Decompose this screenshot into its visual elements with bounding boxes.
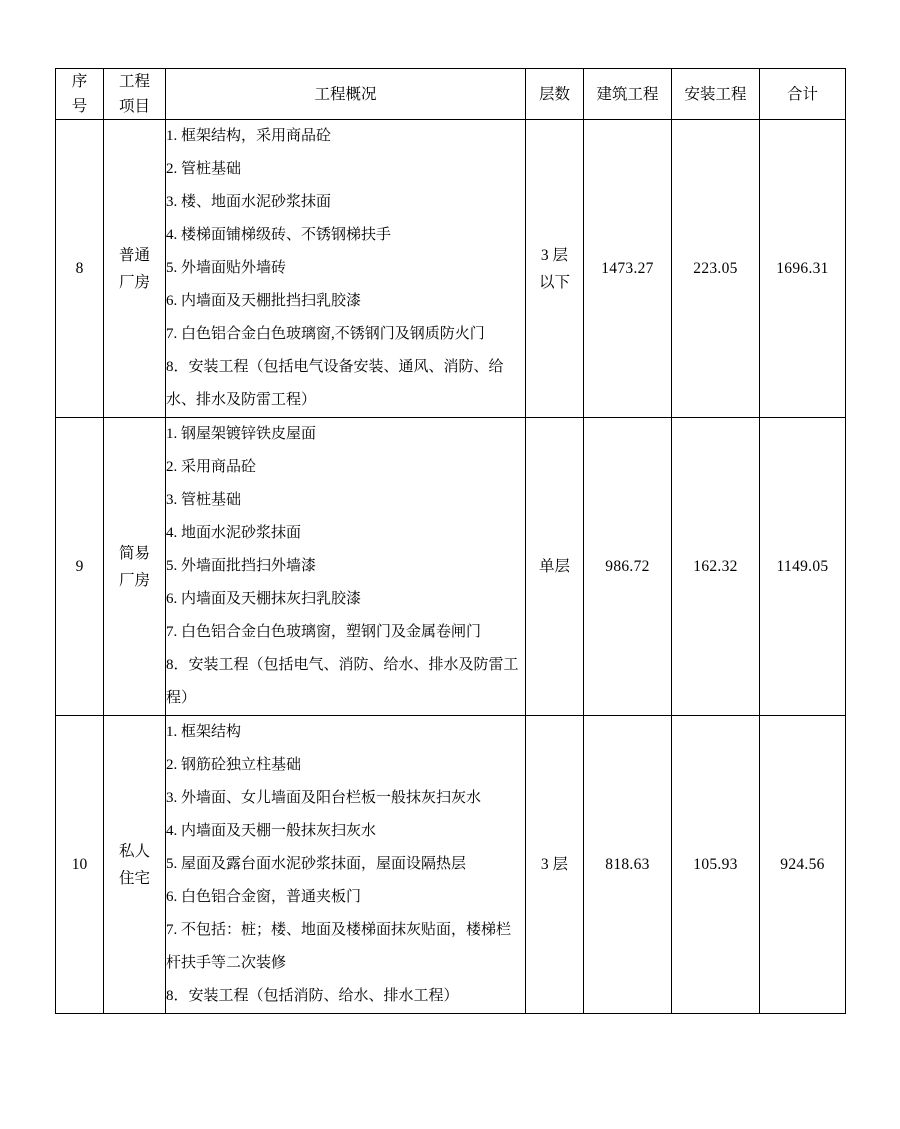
row-project-line1: 私人 xyxy=(118,842,150,860)
header-total: 合计 xyxy=(760,69,846,120)
overview-item: 6. 白色铝合金窗，普通夹板门 xyxy=(166,889,362,905)
row-total-cost: 924.56 xyxy=(760,716,846,1014)
table-row xyxy=(56,716,846,1014)
overview-item: 1. 钢屋架镀锌铁皮屋面 xyxy=(166,426,317,442)
row-overview xyxy=(166,716,526,1014)
overview-item: 7. 白色铝合金白色玻璃窗，塑钢门及金属卷闸门 xyxy=(166,624,482,640)
overview-item: 5. 屋面及露台面水泥砂浆抹面，屋面设隔热层 xyxy=(166,856,467,872)
header-project xyxy=(104,69,166,120)
header-seq xyxy=(56,69,104,120)
row-overview xyxy=(166,418,526,716)
row-total-cost: 1696.31 xyxy=(760,120,846,418)
engineering-cost-table xyxy=(55,68,846,1014)
row-seq: 8 xyxy=(56,120,104,418)
overview-item: 8．安装工程（包括电气设备安装、通风、消防、给水、排水及防雷工程） xyxy=(166,359,504,408)
overview-item: 3. 楼、地面水泥砂浆抹面 xyxy=(166,194,332,210)
row-project-line2: 厂房 xyxy=(118,273,150,291)
overview-item: 4. 内墙面及天棚一般抹灰扫灰水 xyxy=(166,823,377,839)
overview-item: 1. 框架结构 xyxy=(166,724,242,740)
overview-item: 6. 内墙面及天棚抹灰扫乳胶漆 xyxy=(166,591,362,607)
row-floors-line2: 以下 xyxy=(538,273,570,291)
row-floors-line1: 单层 xyxy=(538,558,570,575)
row-floors xyxy=(526,716,584,1014)
overview-item: 1. 框架结构，采用商品砼 xyxy=(166,128,332,144)
overview-item: 4. 地面水泥砂浆抹面 xyxy=(166,525,302,541)
header-overview: 工程概况 xyxy=(166,69,526,120)
overview-item: 3. 外墙面、女儿墙面及阳台栏板一般抹灰扫灰水 xyxy=(166,790,482,806)
row-installation-cost: 162.32 xyxy=(672,418,760,716)
row-installation-cost: 223.05 xyxy=(672,120,760,418)
row-floors xyxy=(526,120,584,418)
row-project xyxy=(104,120,166,418)
table-header-row xyxy=(56,69,846,120)
header-floors: 层数 xyxy=(526,69,584,120)
header-installation-works: 安装工程 xyxy=(672,69,760,120)
row-total-cost: 1149.05 xyxy=(760,418,846,716)
row-project xyxy=(104,418,166,716)
overview-item: 5. 外墙面批挡扫外墙漆 xyxy=(166,558,317,574)
overview-item: 2. 采用商品砼 xyxy=(166,459,257,475)
row-seq: 9 xyxy=(56,418,104,716)
table-row xyxy=(56,418,846,716)
row-building-cost: 818.63 xyxy=(584,716,672,1014)
header-seq-line1: 序 xyxy=(71,73,88,90)
row-project-line1: 简易 xyxy=(118,544,150,562)
row-project-line1: 普通 xyxy=(118,246,150,264)
overview-item: 2. 管桩基础 xyxy=(166,161,242,177)
row-floors xyxy=(526,418,584,716)
overview-item: 5. 外墙面贴外墙砖 xyxy=(166,260,287,276)
spec-table-wrapper xyxy=(55,68,845,1014)
header-project-line1: 工程 xyxy=(118,73,150,90)
overview-item: 7. 不包括：桩；楼、地面及楼梯面抹灰贴面，楼梯栏杆扶手等二次装修 xyxy=(166,922,512,971)
overview-item: 6. 内墙面及天棚批挡扫乳胶漆 xyxy=(166,293,362,309)
header-project-line2: 项目 xyxy=(118,98,150,115)
row-project-line2: 住宅 xyxy=(118,869,150,887)
row-project xyxy=(104,716,166,1014)
row-seq: 10 xyxy=(56,716,104,1014)
row-project-line2: 厂房 xyxy=(118,571,150,589)
row-building-cost: 1473.27 xyxy=(584,120,672,418)
overview-item: 8．安装工程（包括消防、给水、排水工程） xyxy=(166,988,459,1004)
row-building-cost: 986.72 xyxy=(584,418,672,716)
overview-item: 3. 管桩基础 xyxy=(166,492,242,508)
overview-item: 8．安装工程（包括电气、消防、给水、排水及防雷工程） xyxy=(166,657,519,706)
header-seq-line2: 号 xyxy=(71,98,88,115)
header-building-works: 建筑工程 xyxy=(584,69,672,120)
row-overview xyxy=(166,120,526,418)
table-row xyxy=(56,120,846,418)
row-floors-line1: 3 层 xyxy=(540,246,569,264)
row-installation-cost: 105.93 xyxy=(672,716,760,1014)
row-floors-line1: 3 层 xyxy=(540,856,569,873)
overview-item: 2. 钢筋砼独立柱基础 xyxy=(166,757,302,773)
overview-item: 7. 白色铝合金白色玻璃窗,不锈钢门及钢质防火门 xyxy=(166,326,485,342)
overview-item: 4. 楼梯面铺梯级砖、不锈钢梯扶手 xyxy=(166,227,392,243)
